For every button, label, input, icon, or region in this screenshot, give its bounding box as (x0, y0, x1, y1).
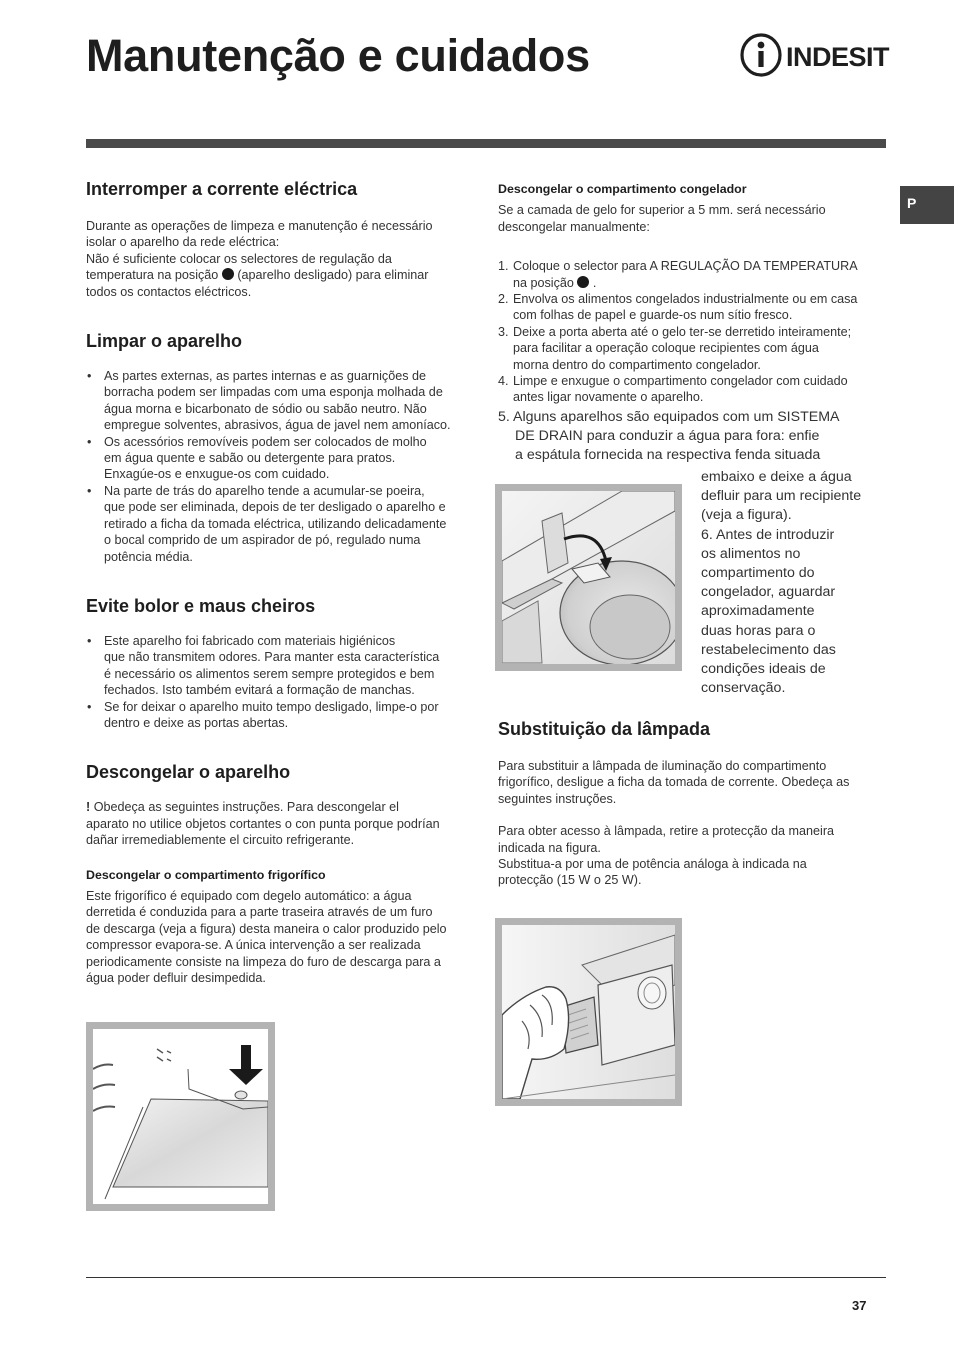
cleaning-list (86, 368, 486, 565)
text-fragment: . (592, 275, 597, 290)
text-line: Deixe a porta aberta até o gelo ter-se derretido inteiramente; (513, 324, 852, 339)
text-line: compressor evapora-se. A única intervenção a ser realizada (86, 938, 421, 953)
text-line: protecção (15 W o 25 W). (498, 873, 642, 888)
text-line: Se a camada de gelo for superior a 5 mm. será necessário (498, 203, 826, 218)
footer-rule (86, 1277, 886, 1278)
text-line: todos os contactos eléctricos. (86, 284, 252, 299)
section-heading-defrost: Descongelar o aparelho (86, 762, 291, 783)
list-item (86, 633, 486, 699)
text-line: • As partes externas, as partes internas e as guarnições de (104, 369, 427, 384)
list-item (498, 324, 894, 373)
figure-drain-system (495, 484, 682, 671)
text-line: DE DRAIN para conduzir a água para fora: enfie (515, 428, 820, 445)
section-heading-lamp: Substituição da lâmpada (498, 719, 711, 739)
text-line: periodicamente consiste na limpeza do furo de descarga para a (86, 954, 441, 969)
text-line: Para obter acesso à lâmpada, retire a protecção da maneira (498, 824, 835, 839)
step-number: 1. (498, 259, 509, 274)
text-line (86, 799, 486, 815)
list-item (86, 434, 486, 483)
defrost-warning (86, 799, 486, 848)
left-column (86, 178, 486, 986)
off-position-icon (222, 268, 234, 280)
text-line: defluir para um recipiente (701, 488, 862, 505)
text-line: Envolva os alimentos congelados industrialmente ou em casa (513, 292, 858, 307)
brand-wordmark: INDESIT (786, 42, 890, 72)
freezer-steps (498, 258, 894, 406)
section-heading-power: Interromper a corrente eléctrica (86, 179, 358, 199)
text-line: Para substituir a lâmpada de iluminação do compartimento (498, 759, 827, 773)
text-line: água morna e bicarbonato de sódio ou sabão neutro. Não (104, 401, 427, 416)
figure-lamp-cover (495, 918, 682, 1106)
lamp-cover-illustration-icon (502, 925, 675, 1099)
text-line (86, 267, 486, 283)
text-line: que não transmitem odores. Para manter esta característica (104, 650, 440, 665)
brand-logo (740, 32, 902, 78)
text-line: Coloque o selector para A REGULAÇÃO DA TEMPERATURA (513, 259, 858, 274)
section-body-power (86, 218, 486, 300)
step-number: 3. (498, 324, 509, 339)
mould-list (86, 633, 486, 731)
text-line: é necessário os alimentos serem sempre protegidos e bem (104, 666, 435, 681)
subheading-fridge-defrost: Descongelar o compartimento frigorífico (86, 867, 326, 882)
subheading-freezer-defrost: Descongelar o compartimento congelador (498, 182, 747, 196)
page-title: Manutenção e cuidados (86, 30, 590, 81)
list-item (86, 483, 486, 565)
text-line: congelador, aguardar (701, 584, 836, 601)
text-line: descongelar manualmente: (498, 219, 650, 234)
text-line: para facilitar a operação coloque recipientes com água (513, 341, 819, 356)
section-heading-cleaning: Limpar o aparelho (86, 331, 243, 352)
text-line (513, 275, 894, 291)
text-line: (veja a figura). (701, 507, 792, 524)
freezer-intro (498, 202, 894, 235)
text-line: Durante as operações de limpeza e manutenção é necessário (86, 219, 433, 233)
text-line: indicada na figura. (498, 840, 601, 855)
text-line: de descarga (veja a figura) desta maneira o calor produzido pelo (86, 921, 447, 936)
language-tab-label: P (907, 195, 917, 211)
warning-mark: ! (86, 800, 91, 815)
text-fragment: (aparelho desligado) para eliminar (237, 268, 429, 283)
text-line: os alimentos no (701, 545, 801, 562)
text-line: água poder defluir desimpedida. (86, 971, 266, 985)
text-line: aproximadamente (701, 603, 815, 620)
text-line: Limpe e enxugue o compartimento congelador com cuidado (513, 374, 848, 389)
text-line: • Este aparelho foi fabricado com materiais higiénicos (104, 633, 396, 648)
list-item (498, 258, 894, 291)
drain-hole-illustration-icon (93, 1029, 268, 1204)
lamp-section (498, 718, 894, 889)
text-line: empregue solventes, abrasivos, água de javel nem amoníaco. (104, 418, 451, 433)
page-number: 37 (852, 1298, 867, 1313)
text-line: • Na parte de trás do aparelho tende a acumular-se poeira, (104, 483, 425, 498)
list-item (498, 291, 894, 324)
list-item (498, 373, 894, 406)
text-line: que pode ser eliminada, depois de ter desligado o aparelho e (104, 500, 446, 515)
list-item (86, 699, 486, 732)
lamp-body-1 (498, 758, 894, 807)
figure-drain-hole (86, 1022, 275, 1211)
header-rule (86, 139, 886, 148)
lamp-body-2 (498, 823, 894, 889)
step-5 (498, 408, 894, 466)
text-line: • Se for deixar o aparelho muito tempo desligado, limpe-o por (104, 699, 439, 714)
drain-system-illustration-icon (502, 491, 675, 664)
text-fragment: Obedeça as seguintes instruções. Para descongelar el (93, 800, 399, 815)
step-number: 2. (498, 292, 509, 307)
text-fragment: temperatura na posição (86, 268, 219, 283)
text-line: 6. Antes de introduzir (701, 526, 835, 543)
off-position-icon (577, 276, 589, 288)
text-line: Não é suficiente colocar os selectores de regulação da (86, 251, 392, 266)
text-line: dañar irremediablemente el circuito refrigerante. (86, 833, 355, 848)
text-line: conservação. (701, 680, 786, 697)
step-5-6-wrap (701, 468, 901, 698)
text-line: derretida é conduzida para a parte traseira através de um furo (86, 905, 433, 920)
language-tab (900, 186, 954, 224)
text-line: frigorífico, desligue a ficha da tomada de corrente. Obedeça as (498, 775, 850, 790)
text-line: • Os acessórios removíveis podem ser colocados de molho (104, 434, 427, 449)
text-line: Substitua-a por uma de potência análoga à indicada na (498, 857, 807, 872)
text-line: 5. Alguns aparelhos são equipados com um SISTEMA (498, 408, 840, 425)
text-line: condições ideais de (701, 661, 826, 678)
fridge-defrost-body (86, 888, 486, 986)
section-heading-mould: Evite bolor e maus cheiros (86, 595, 316, 616)
text-line: Enxagúe-os e enxugue-os com cuidado. (104, 467, 330, 482)
indesit-logo-icon (740, 32, 902, 78)
text-line: morna dentro do compartimento congelador. (513, 357, 761, 372)
text-line: antes ligar novamente o aparelho. (513, 390, 704, 405)
text-line: isolar o aparelho da rede eléctrica: (86, 235, 280, 250)
text-line: dentro e deixe as portas abertas. (104, 715, 289, 730)
text-line: duas horas para o (701, 622, 816, 639)
step-number: 4. (498, 374, 509, 389)
text-fragment: na posição (513, 275, 574, 290)
text-line: o bocal comprido de um aspirador de pó, regulado numa (104, 533, 421, 548)
text-line: em água quente e sabão ou detergente para pratos. (104, 451, 396, 466)
text-line: fechados. Isto também evitará a formação de manchas. (104, 683, 415, 698)
text-line: retirado a ficha da tomada eléctrica, utilizando delicadamente (104, 516, 447, 531)
text-line: aparato no utilice objetos cortantes o con punta porque podrían (86, 816, 440, 831)
text-line: potência média. (104, 549, 193, 564)
text-line: restabelecimento das (701, 641, 836, 658)
text-line: embaixo e deixe a água (701, 469, 852, 485)
right-column (498, 181, 894, 465)
text-line: Este frigorífico é equipado com degelo automático: a água (86, 888, 412, 903)
text-line: borracha podem ser limpadas com uma esponja molhada de (104, 385, 443, 400)
text-line: compartimento do (701, 565, 815, 582)
text-line: seguintes instruções. (498, 791, 617, 806)
text-line: a espátula fornecida na respectiva fenda situada (515, 447, 821, 464)
text-line: com folhas de papel e guarde-os num sítio fresco. (513, 308, 793, 323)
list-item (86, 368, 486, 434)
